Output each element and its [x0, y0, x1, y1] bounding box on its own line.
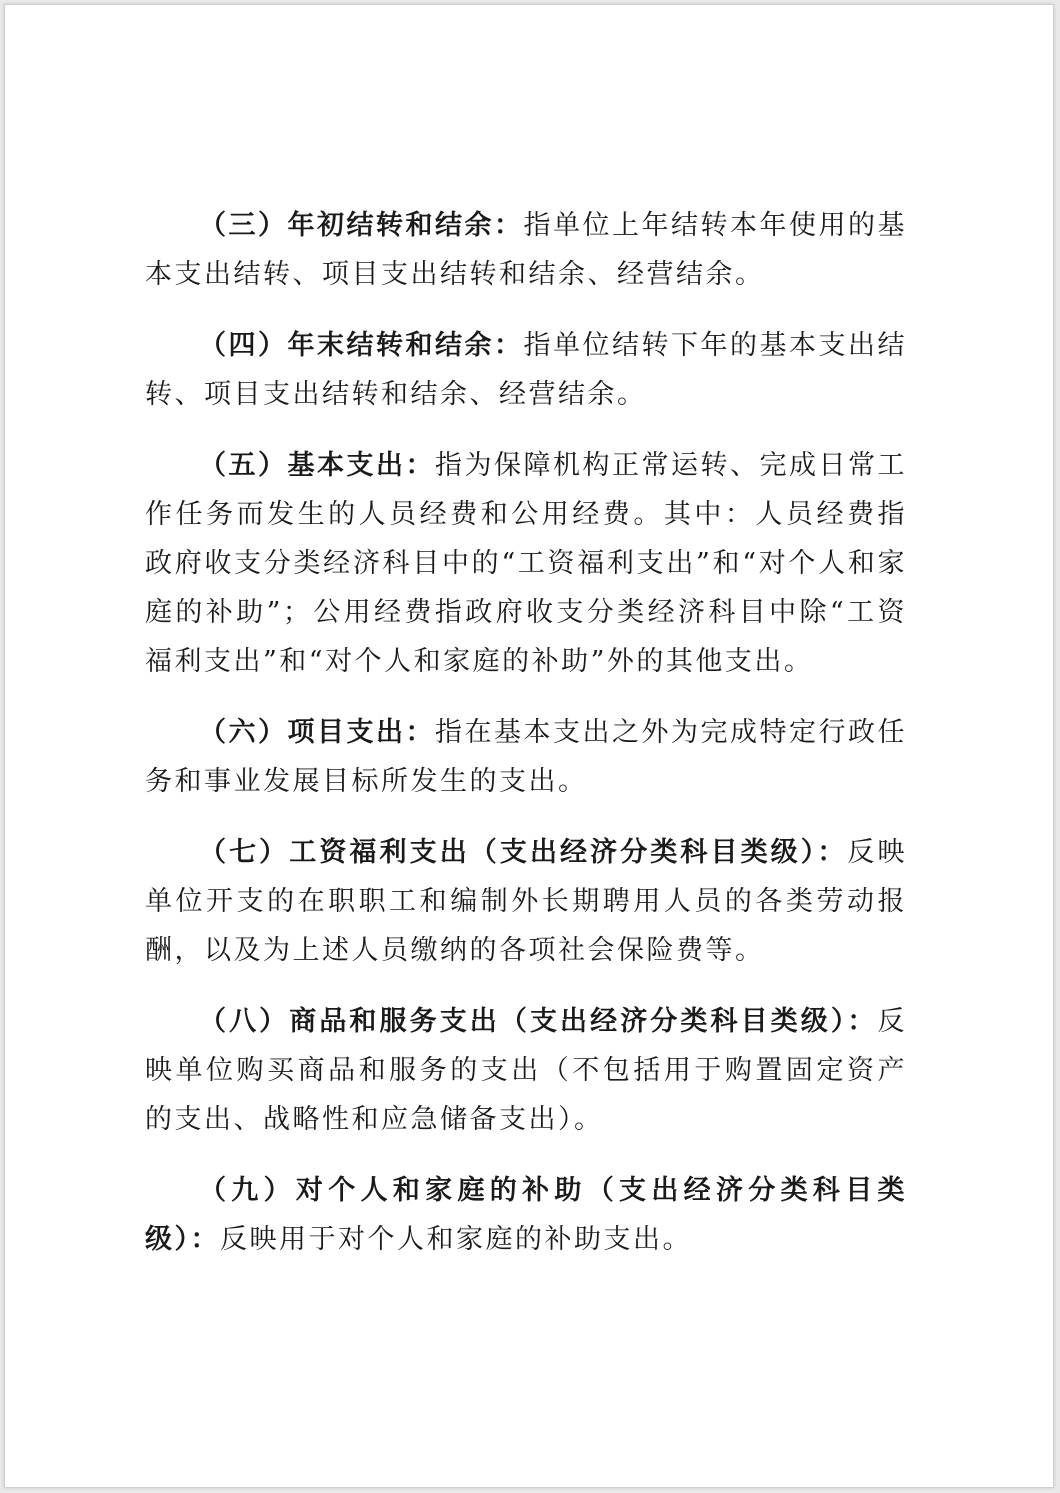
paragraph-text: 反映单位购买商品和服务的支出（不包括用于购置固定资产的支出、战略性和应急储备支出）。 [145, 1006, 907, 1135]
paragraph-heading: （四）年末结转和结余： [199, 330, 524, 361]
paragraph-heading: （九）对个人和家庭的补助（支出经济分类科目类级）： [145, 1175, 907, 1255]
paragraph-text: 指单位上年结转本年使用的基本支出结转、项目支出结转和结余、经营结余。 [145, 210, 907, 290]
paragraph-6 [145, 708, 907, 806]
paragraph-text: 反映单位开支的在职职工和编制外长期聘用人员的各类劳动报酬，以及为上述人员缴纳的各项社会保险费等。 [145, 837, 908, 966]
paragraph-heading: （八）商品和服务支出（支出经济分类科目类级）： [199, 1006, 878, 1037]
paragraph-text: 指为保障机构正常运转、完成日常工作任务而发生的人员经费和公用经费。其中：人员经费指政府收支分类经济科目中的“工资福利支出”和“对个人和家庭的补助”；公用经费指政府收支分类经济科目中除“工资福利支出”和“对个人和家庭的补助”外的其他支出。 [145, 450, 907, 677]
paragraph-text: 反映用于对个人和家庭的补助支出。 [220, 1224, 692, 1255]
paragraph-5 [145, 441, 907, 686]
paragraph-heading: （三）年初结转和结余： [199, 210, 524, 241]
paragraph-3 [145, 201, 907, 299]
paragraph-heading: （六）项目支出： [199, 717, 435, 748]
paragraph-7 [145, 828, 907, 975]
paragraph-text: 指单位结转下年的基本支出结转、项目支出结转和结余、经营结余。 [145, 330, 907, 410]
paragraph-heading: （七）工资福利支出（支出经济分类科目类级）： [199, 837, 848, 868]
paragraph-heading: （五）基本支出： [199, 450, 435, 481]
document-page [4, 4, 1054, 1488]
paragraph-9 [145, 1166, 907, 1264]
paragraph-8 [145, 997, 907, 1144]
document-body [145, 201, 907, 1286]
paragraph-text: 指在基本支出之外为完成特定行政任务和事业发展目标所发生的支出。 [145, 717, 907, 797]
paragraph-4 [145, 321, 907, 419]
